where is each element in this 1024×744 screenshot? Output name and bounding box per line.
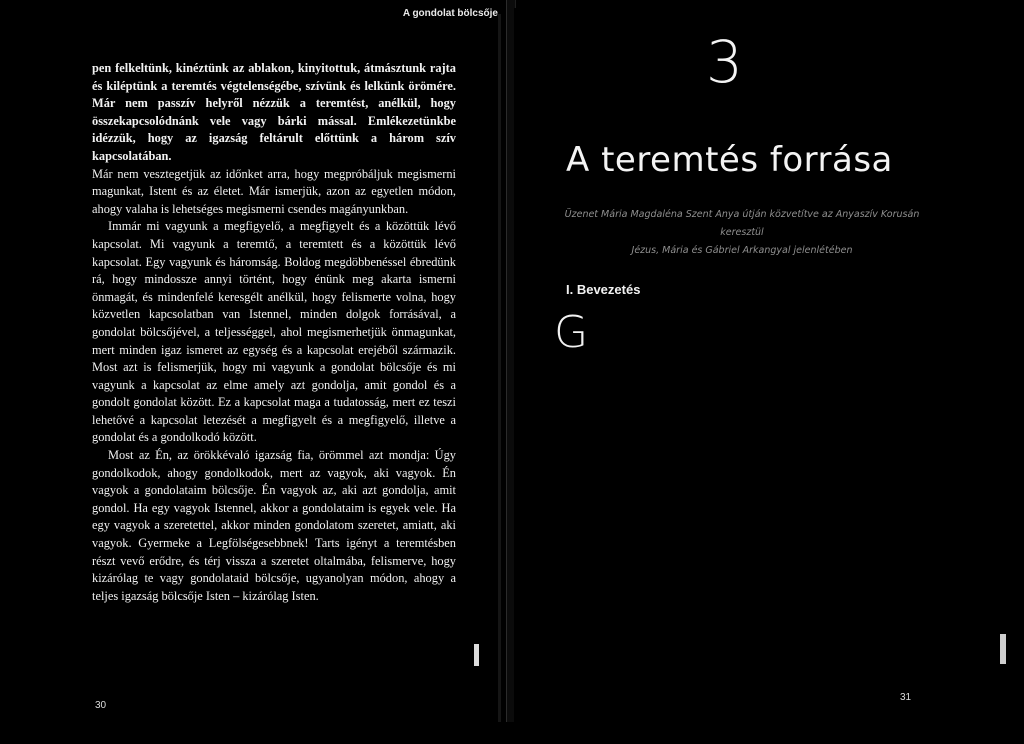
page-number: 31 xyxy=(900,692,912,703)
running-head: A gondolat bölcsője xyxy=(402,8,498,19)
chapter-number: 3 xyxy=(706,28,743,96)
bottom-edge xyxy=(0,722,1024,744)
page-marker xyxy=(474,644,479,666)
page-edge-mark xyxy=(1000,634,1006,664)
left-page xyxy=(0,8,506,744)
paragraph: Már nem vesztegetjük az időnket arra, hogy megpróbáljuk megismerni magunkat, Istent és az életet. Már ismerjük, azon az egyetlen módon, ahogy valaha is lehetséges megismerni csendes magányunkban. xyxy=(92,166,456,216)
paragraph: Immár mi vagyunk a megfigyelő, a megfigyelt és a közöttük lévő kapcsolat. Mi vagyunk a teremtő, a teremtett és a közöttük lévő kapcsolat. Egy vagyunk és háromság. Boldog megdöbbenéssel ébredünk rá, hogy mindossze annyi történt, hogy énünk meg akarta ismerni önmagát, és mindenfelé keresgélt anélkül, hogy felismerte volna, hogy közvetlen kapcsolatban van Istennel, minden dolgok forrásával, a gondolat bölcsőjével, a teljességgel, ahol megismerhetjük önmagunkat, mert minden igaz ismeret az egység és a kapcsolat erejéből származik. Most azt is felismerjük, hogy mi vagyunk a gondolat bölcsője és mi vagyunk a kapcsolat az elme amely azt gondolja, amit gondol és a gondolt gondolat között. Ez a kapcsolat maga a tudatosság, mert ez teszi lehetővé a kapcsolat letezését a megfigyelt és a megfigyelő, illetve a gondolat és a gondolkodó között. xyxy=(92,219,456,445)
paragraph: Mielott belefognánk a téma kifejtésébe, engedjétek meg, hogy eltoltsunk egy kis idöt egyutt, telve szeretettel és igazsággal. Ez az együttlét a Háromság Szívéből indul és a Háromság Szívébe árad. Többes számban beszélek hozzátok, hogy egyértelműen az értésetekre adjam, hogy sokan, nagyon sokan jöttünk el és vagyunk itt. Ébredjetek rá arra mindannyian, akik most olvassátok ezen szavakat –, hogy számtalan mennyei lény vesz körbe benneteket ebben a szent pillanatban. A Názáreti Jézus, az Istenember, szerető odaadással néz benneteket. A Szeretet Anyja átölel és Szeplőtelen Szívében ringat, melegséggel árasztva el szíveteket és teljes valótokat. Az angyalok mindenhol körülvesznek benneteket, és a mennyei szimfóniák dicséretet zengő kórusa korbeoleli teljes éneteket és egész létezésteket. A mennyei akkordok szeretettel és áldással árasztják el a Földet ezen jelenésen keresztül, ami itt és most valóra válik. Érezzétek a Szeráf szárnycsapásait. Érezzétek a szeretet édességét. xyxy=(554,352,910,625)
subtitle-line: Jézus, Mária és Gábriel Arkangyal jelenlétében xyxy=(631,245,853,256)
paragraph xyxy=(554,307,910,358)
page-number: 30 xyxy=(95,700,107,711)
subtitle-line: Üzenet Mária Magdaléna Szent Anya útján közvetítve az Anyaszív Korusán keresztül xyxy=(564,209,920,238)
left-body-text xyxy=(92,60,456,605)
paragraph-text: yermekei a Legfelségesebbnek! Ma azért jöttünk, hogy a teremtés forrásáról beszéljünk nektek. xyxy=(594,316,910,349)
paragraph: Most az Én, az örökkévaló igazság fia, örömmel azt mondja: Úgy gondolkodok, ahogy gondolkodok, mert az vagyok, aki vagyok. Én vagyok a gondolataim bölcsője. Én vagyok az, aki azt gondolja, amit gondol. Ha egy vagyok Istennel, akkor a gondolataim is egyek vele. Ha egy vagyok a szeretettel, akkor minden gondolatom szeretet, amiatt, aki vagyok. Gyermeke a Legfölségesebbnek! Tarts igényt a teremtésben részt vevő erődre, és térj vissza a szeretet oltalmába, felismerve, hogy kizárólag te vagy gondolataid bölcsője, ugyanolyan módon, ahogy a teljes igazság bölcsője Isten – kizárólag Isten. xyxy=(92,448,456,603)
page-edge-shadow xyxy=(498,14,501,734)
right-body-text xyxy=(554,307,910,627)
chapter-subtitle xyxy=(562,206,922,260)
section-heading: I. Bevezetés xyxy=(566,282,641,297)
chapter-title: A teremtés forrása xyxy=(566,140,893,180)
paragraph: pen felkeltünk, kinéztünk az ablakon, kinyitottuk, átmásztunk rajta és kiléptünk a teremtés végtelenségébe, szívünk és lelkünk örömére. Már nem passzív helyről nézzük a teremtést, anélkül, hogy összekapcsolódnánk vele vagy bárki mással. Emlékezetünkbe idézzük, hogy az igazság feltárult előttünk a három szív kapcsolatában. xyxy=(92,61,456,163)
drop-cap: G xyxy=(554,307,589,358)
